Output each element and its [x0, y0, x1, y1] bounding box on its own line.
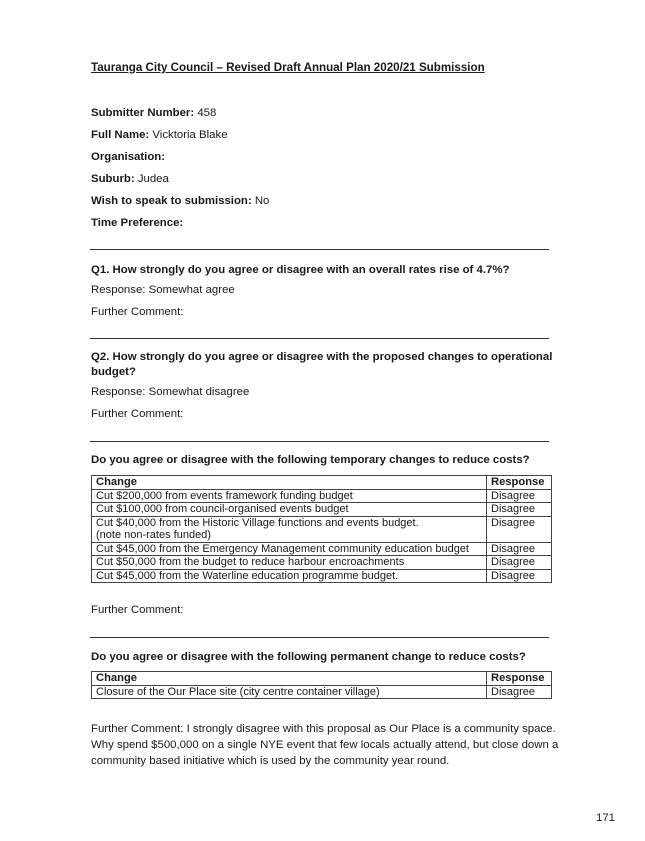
- response-cell: Disagree: [487, 569, 552, 583]
- change-cell: Cut $45,000 from the Waterline education programme budget.: [92, 569, 487, 583]
- response-cell: Disagree: [487, 685, 552, 699]
- field-label: Suburb:: [91, 173, 135, 185]
- header-response: Response: [487, 476, 552, 490]
- field-value: No: [251, 195, 270, 207]
- table-row: [92, 542, 552, 556]
- table-row: [92, 569, 552, 583]
- field-suburb: [91, 173, 169, 185]
- field-value: Vicktoria Blake: [149, 129, 228, 141]
- response-cell: Disagree: [487, 503, 552, 517]
- change-text: Cut $40,000 from the Historic Village functions and events budget.: [96, 516, 419, 529]
- temporary-changes-table: [91, 475, 552, 583]
- divider: [90, 637, 549, 638]
- permanent-change-table: [91, 671, 552, 699]
- header-change: Change: [92, 672, 487, 686]
- change-cell: Cut $45,000 from the Emergency Management community education budget: [92, 542, 487, 556]
- field-label: Organisation:: [91, 151, 166, 163]
- q2-response: Response: Somewhat disagree: [91, 386, 250, 398]
- temporary-comment: Further Comment:: [91, 604, 184, 616]
- change-cell: [92, 516, 487, 542]
- table-row: [92, 556, 552, 570]
- page-number: 171: [595, 812, 615, 824]
- field-wish-to-speak: [91, 195, 269, 207]
- q1-comment: Further Comment:: [91, 306, 184, 318]
- permanent-question: Do you agree or disagree with the following permanent change to reduce costs?: [91, 651, 526, 663]
- header-change: Change: [92, 476, 487, 490]
- field-value: Judea: [134, 173, 169, 185]
- response-cell: Disagree: [487, 489, 552, 503]
- change-cell: Cut $100,000 from council-organised events budget: [92, 503, 487, 517]
- field-time-preference: [91, 217, 183, 229]
- q1-response: Response: Somewhat agree: [91, 284, 235, 296]
- table-header-row: [92, 672, 552, 686]
- q2-question: Q2. How strongly do you agree or disagree with the proposed changes to operational budget?: [91, 351, 553, 378]
- field-label: Wish to speak to submission:: [91, 195, 252, 207]
- field-label: Submitter Number:: [91, 107, 195, 119]
- response-cell: Disagree: [487, 542, 552, 556]
- divider: [90, 249, 549, 250]
- header-response: Response: [487, 672, 552, 686]
- field-organisation: [91, 151, 165, 163]
- table-row: [92, 685, 552, 699]
- field-value: 458: [194, 107, 217, 119]
- change-cell: Closure of the Our Place site (city centre container village): [92, 685, 487, 699]
- change-note: (note non-rates funded): [96, 529, 211, 541]
- change-cell: Cut $200,000 from events framework funding budget: [92, 489, 487, 503]
- permanent-comment: Further Comment: I strongly disagree with this proposal as Our Place is a community space. Why spend $500,000 on a single NYE event that few locals actually attend, but close down a community based initiative which is used by the community year round.: [91, 723, 559, 767]
- field-label: Full Name:: [91, 129, 150, 141]
- response-cell: Disagree: [487, 516, 552, 542]
- field-full-name: [91, 129, 228, 141]
- q1-question: Q1. How strongly do you agree or disagree with an overall rates rise of 4.7%?: [91, 264, 510, 276]
- divider: [90, 441, 549, 442]
- table-row: [92, 503, 552, 517]
- table-row: [92, 489, 552, 503]
- q2-comment: Further Comment:: [91, 408, 184, 420]
- table-row: [92, 516, 552, 542]
- document-title: Tauranga City Council – Revised Draft Annual Plan 2020/21 Submission: [91, 61, 485, 74]
- field-label: Time Preference:: [91, 217, 184, 229]
- temporary-question: Do you agree or disagree with the following temporary changes to reduce costs?: [91, 454, 530, 466]
- table-header-row: [92, 476, 552, 490]
- change-cell: Cut $50,000 from the budget to reduce harbour encroachments: [92, 556, 487, 570]
- divider: [90, 338, 549, 339]
- field-submitter-number: [91, 107, 216, 119]
- response-cell: Disagree: [487, 556, 552, 570]
